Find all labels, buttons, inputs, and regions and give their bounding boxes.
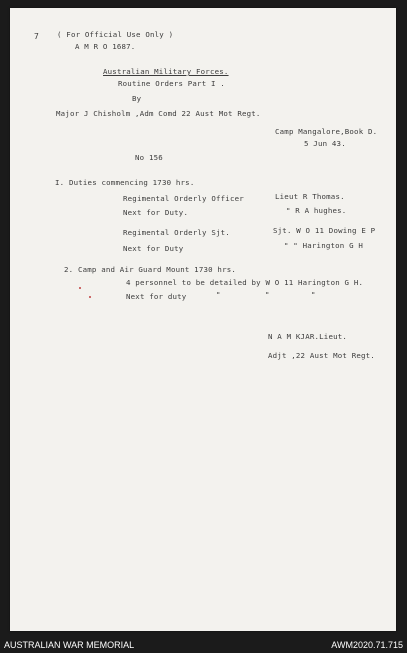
amro-number: A M R O 1687. <box>75 42 136 51</box>
section-1-title: I. Duties commencing 1730 hrs. <box>55 178 195 187</box>
duty-name: Lieut R Thomas. <box>275 192 345 201</box>
ditto-mark: " <box>265 290 270 299</box>
ditto-mark: " <box>216 290 221 299</box>
section-2-title: 2. Camp and Air Guard Mount 1730 hrs. <box>64 265 237 274</box>
duty-role: Next for Duty. <box>123 208 189 217</box>
section-2-detail: 4 personnel to be detailed by W O 11 Harington G H. <box>126 278 364 287</box>
date-line: 5 Jun 43. <box>304 139 346 148</box>
duty-role: Next for Duty <box>123 244 184 253</box>
signature-name: N A M KJAR.Lieut. <box>268 332 348 341</box>
document-page <box>10 8 396 631</box>
corner-mark: 7 <box>34 32 40 41</box>
archive-footer <box>0 638 407 653</box>
duty-name: " " Harington G H <box>284 241 364 250</box>
orders-heading: Routine Orders Part I . <box>118 79 225 88</box>
duty-name: Sjt. W O 11 Dowing E P <box>273 226 376 235</box>
ink-speck <box>79 287 81 289</box>
order-number: No 156 <box>135 153 163 162</box>
footer-accession: AWM2020.71.715 <box>331 640 403 650</box>
duty-role: Regimental Orderly Officer <box>123 194 244 203</box>
duty-name: " R A hughes. <box>286 206 347 215</box>
by-line: By <box>132 94 142 103</box>
duty-role: Regimental Orderly Sjt. <box>123 228 230 237</box>
location-line: Camp Mangalore,Book D. <box>275 127 378 136</box>
signature-title: Adjt ,22 Aust Mot Regt. <box>268 351 375 360</box>
ditto-mark: " <box>311 290 316 299</box>
force-heading: Australian Military Forces. <box>103 67 229 76</box>
ink-speck <box>89 296 91 298</box>
issuing-officer: Major J Chisholm ,Adm Comd 22 Aust Mot Regt. <box>56 109 261 118</box>
classification-line: ( For Official Use Only ) <box>57 30 174 39</box>
section-2-next: Next for duty <box>126 292 187 301</box>
footer-institution: AUSTRALIAN WAR MEMORIAL <box>4 640 135 650</box>
